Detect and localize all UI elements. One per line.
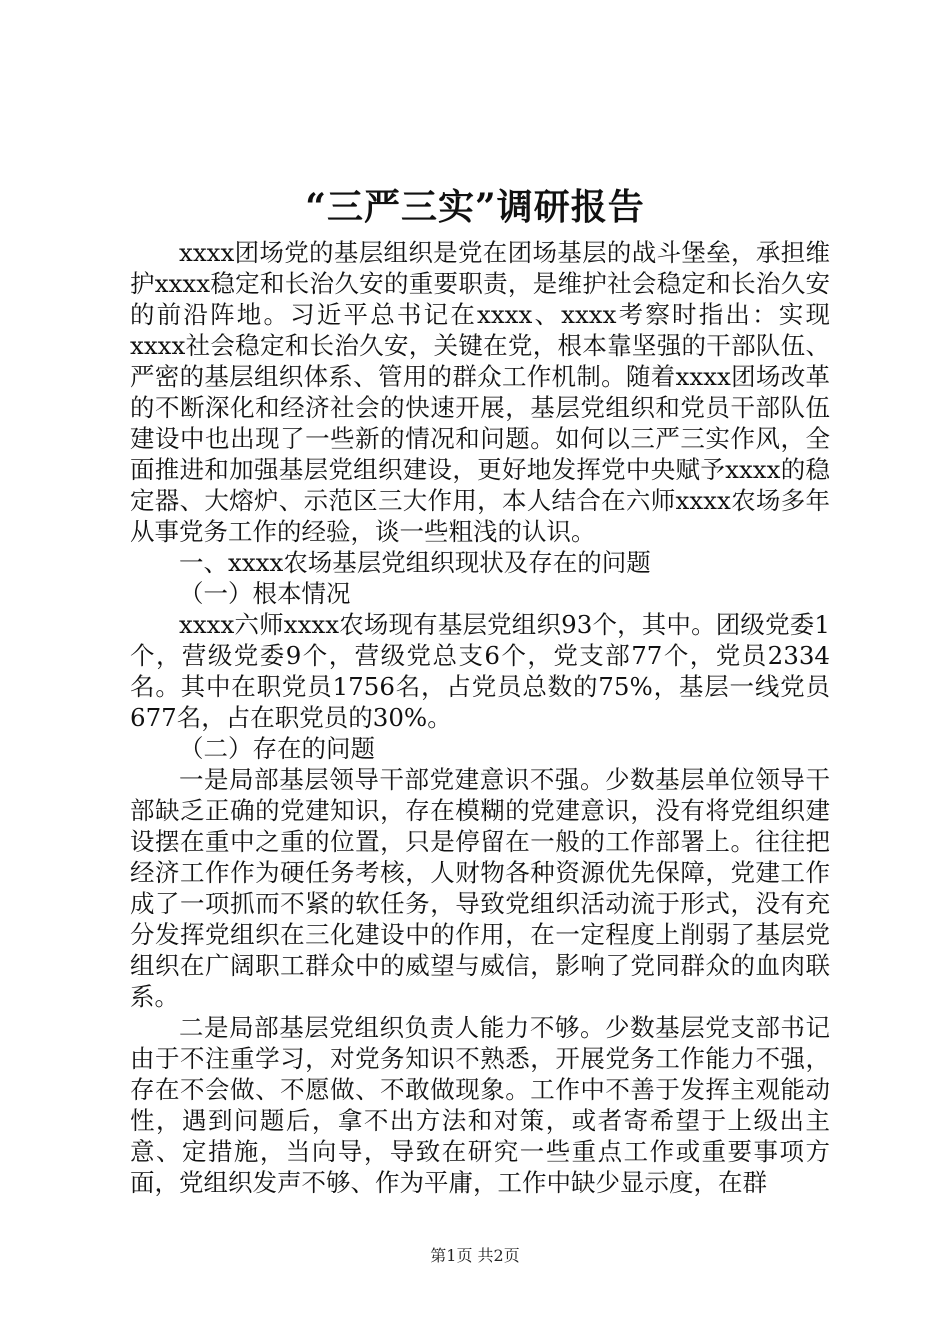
page-footer: 第1页 共2页 [430, 1246, 520, 1265]
document-body [130, 237, 830, 1198]
paragraph-problem-2: 二是局部基层党组织负责人能力不够。少数基层党支部书记由于不注重学习，对党务知识不熟悉，开展党务工作能力不强，存在不会做、不愿做、不敢做现象。工作中不善于发挥主观能动性，遇到问题后，拿不出方法和对策，或者寄希望于上级出主意、定措施，当向导，导致在研究一些重点工作或重要事项方面，党组织发声不够、作为平庸，工作中缺少显示度，在群 [130, 1013, 830, 1197]
paragraph-problem-1: 一是局部基层领导干部党建意识不强。少数基层单位领导干部缺乏正确的党建知识，存在模糊的党建意识，没有将党组织建设摆在重中之重的位置，只是停留在一般的工作部署上。往往把经济工作作为硬任务考核，人财物各种资源优先保障，党建工作成了一项抓而不紧的软任务，导致党组织活动流于形式，没有充分发挥党组织在三化建设中的作用，在一定程度上削弱了基层党组织在广阔职工群众中的威望与威信，影响了党同群众的血肉联系。 [130, 765, 830, 1011]
section-heading-1: 一、xxxx农场基层党组织现状及存在的问题 [179, 548, 651, 577]
paragraph-basic-situation: xxxx六师xxxx农场现有基层党组织93个，其中。团级党委1个，营级党委9个，营级党总支6个，党支部77个，党员2334名。其中在职党员1756名，占党员总数的75%，基层一线党员677名，占在职党员的30%。 [130, 610, 830, 732]
subsection-heading-basic: （一）根本情况 [179, 579, 351, 608]
paragraph-intro: xxxx团场党的基层组织是党在团场基层的战斗堡垒，承担维护xxxx稳定和长治久安的重要职责，是维护社会稳定和长治久安的前沿阵地。习近平总书记在xxxx、xxxx考察时指出：实现xxxx社会稳定和长治久安，关键在党，根本靠坚强的干部队伍、严密的基层组织体系、管用的群众工作机制。随着xxxx团场改革的不断深化和经济社会的快速开展，基层党组织和党员干部队伍建设中也出现了一些新的情况和问题。如何以三严三实作风，全面推进和加强基层党组织建设，更好地发挥党中央赋予xxxx的稳定器、大熔炉、示范区三大作用，本人结合在六师xxxx农场多年从事党务工作的经验，谈一些粗浅的认识。 [130, 238, 830, 546]
document-title: “三严三实”调研报告 [305, 186, 645, 228]
subsection-heading-problems: （二）存在的问题 [179, 734, 375, 763]
